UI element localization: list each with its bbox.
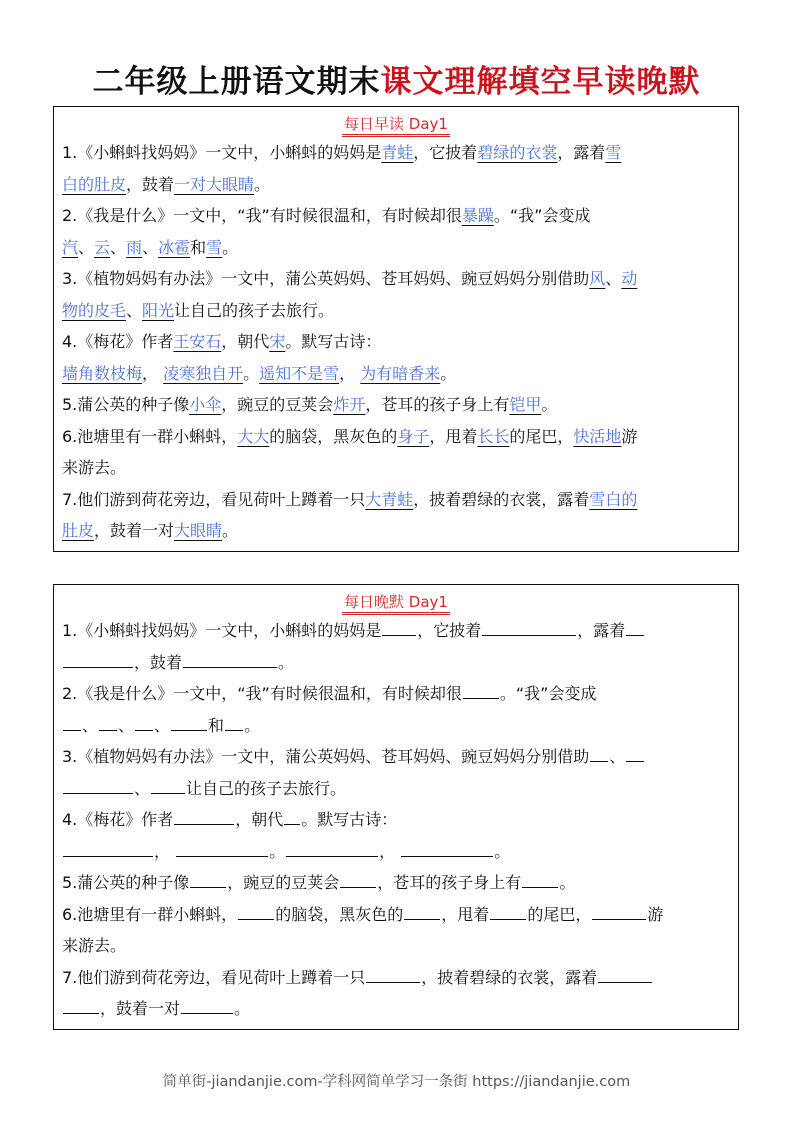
footer-watermark: 简单街-jiandanjie.com-学科网简单学习一条街 https://jiandanjie.com [162, 1074, 631, 1090]
blank[interactable] [590, 747, 608, 762]
question-6-line-1: 6.池塘里有一群小蝌蚪，大大的脑袋，黑灰色的身子，甩着长长的尾巴，快活地游 [62, 426, 638, 446]
blank[interactable] [404, 905, 440, 920]
blank[interactable] [238, 905, 274, 920]
question-3-line-2: 、 让自己的孩子去旅行。 [62, 773, 730, 805]
blank[interactable] [366, 968, 420, 983]
question-1-line-2: 白的肚皮，鼓着一对大眼睛。 [62, 174, 271, 194]
blank[interactable] [482, 621, 576, 636]
question-4-line-1: 4.《梅花》作者王安石，朝代宋。默写古诗： [62, 332, 382, 351]
page-title [0, 62, 793, 102]
blank[interactable] [463, 684, 499, 699]
answer: 一对大眼睛 [174, 174, 255, 194]
poem-line: 墙角数枝梅 [62, 363, 143, 383]
blank[interactable] [181, 999, 233, 1014]
question-6-line-1: 6.池塘里有一群小蝌蚪， 的脑袋，黑灰色的 ，甩着 的尾巴， 游 [62, 904, 664, 924]
question-3-line-2: 物的皮毛、阳光让自己的孩子去旅行。 [62, 300, 335, 320]
answer: 长长 [477, 426, 510, 446]
question-7-line-1: 7.他们游到荷花旁边，看见荷叶上蹲着一只大青蛙，披着碧绿的衣裳，露着雪白的 [62, 489, 638, 509]
blank[interactable] [592, 905, 646, 920]
title-black-part: 二年级上册语文期末 [92, 64, 381, 100]
blank[interactable] [171, 716, 207, 731]
answer: 肚皮 [62, 521, 95, 540]
blank[interactable] [626, 747, 644, 762]
question-3-line-1: 3.《植物妈妈有办法》一文中，蒲公英妈妈、苍耳妈妈、豌豆妈妈分别借助 、 [62, 741, 730, 773]
answer: 冰雹 [158, 237, 191, 257]
answer: 物的皮毛 [62, 300, 127, 320]
question-2-line-1: 2.《我是什么》一文中，“我”有时候很温和，有时候却很 。“我”会变成 [62, 684, 597, 703]
blank[interactable] [174, 810, 234, 825]
blank[interactable] [225, 716, 243, 731]
answer: 快活地 [573, 426, 622, 446]
blank[interactable] [382, 621, 416, 636]
question-4-poem: 墙角数枝梅， 凌寒独自开。遥知不是雪， 为有暗香来。 [62, 363, 457, 383]
blank[interactable] [598, 968, 652, 983]
question-6-line-2: 来游去。 [62, 458, 127, 477]
blank[interactable] [63, 716, 81, 731]
blank[interactable] [522, 873, 558, 888]
blank[interactable] [63, 999, 99, 1014]
blank[interactable] [190, 873, 226, 888]
morning-content [54, 137, 738, 547]
answer: 雪 [206, 237, 223, 257]
morning-heading: 每日早读 Day1 [54, 113, 738, 137]
blank[interactable] [626, 621, 644, 636]
answer: 王安石 [173, 332, 222, 351]
blank[interactable] [340, 873, 376, 888]
poem-blank[interactable] [176, 842, 268, 857]
question-1-line-1: 1.《小蝌蚪找妈妈》一文中，小蝌蚪的妈妈是 ，它披着 ，露着 [62, 615, 730, 647]
question-1-line-1: 1.《小蝌蚪找妈妈》一文中，小蝌蚪的妈妈是青蛙，它披着碧绿的衣裳，露着雪 [62, 143, 622, 162]
question-1-line-2: ，鼓着 。 [62, 647, 730, 679]
question-7-line-1: 7.他们游到荷花旁边，看见荷叶上蹲着一只 ，披着碧绿的衣裳，露着 [62, 962, 730, 994]
morning-reading-box [53, 106, 739, 552]
answer: 雪白的 [589, 489, 638, 509]
evening-heading: 每日晚默 Day1 [54, 591, 738, 615]
question-3-line-1: 3.《植物妈妈有办法》一文中，蒲公英妈妈、苍耳妈妈、豌豆妈妈分别借助风、动 [62, 269, 638, 288]
answer: 大大 [237, 426, 270, 446]
poem-blank[interactable] [63, 842, 153, 857]
question-2-line-2: 、 、 、 和 。 [62, 710, 730, 742]
question-2-line-2: 汽、云、雨、冰雹和雪。 [62, 237, 239, 257]
poem-line: 为有暗香来 [360, 363, 441, 383]
question-5: 5.蒲公英的种子像小伞，豌豆的豆荚会炸开，苍耳的孩子身上有铠甲。 [62, 395, 558, 414]
answer: 云 [94, 237, 111, 257]
blank[interactable] [284, 810, 300, 825]
question-5: 5.蒲公英的种子像 ，豌豆的豆荚会 ，苍耳的孩子身上有 。 [62, 873, 576, 892]
question-4-line-1: 4.《梅花》作者 ，朝代 。默写古诗： [62, 810, 398, 829]
answer: 风 [589, 269, 606, 288]
question-2-line-1: 2.《我是什么》一文中，“我”有时候很温和，有时候却很暴躁。“我”会变成 [62, 206, 591, 225]
question-7-line-2: ，鼓着一对 。 [62, 993, 730, 1025]
blank[interactable] [183, 653, 277, 668]
answer: 宋 [269, 332, 286, 351]
answer: 碧绿的衣裳 [477, 143, 558, 162]
blank[interactable] [63, 779, 133, 794]
answer: 动 [621, 269, 638, 288]
evening-content [54, 615, 738, 1025]
question-4-poem: ， 。 ， 。 [62, 836, 730, 868]
answer: 青蛙 [381, 143, 414, 162]
poem-blank[interactable] [286, 842, 378, 857]
poem-line: 凌寒独自开 [163, 363, 244, 383]
answer: 汽 [62, 237, 79, 257]
answer: 身子 [397, 426, 430, 446]
blank[interactable] [99, 716, 117, 731]
answer: 铠甲 [509, 395, 542, 414]
blank[interactable] [151, 779, 185, 794]
title-red-part: 课文理解填空早读晚默 [380, 64, 701, 100]
blank[interactable] [63, 653, 133, 668]
poem-line: 遥知不是雪 [259, 363, 340, 383]
answer: 暴躁 [461, 206, 494, 225]
answer: 大眼睛 [174, 521, 223, 540]
answer: 阳光 [142, 300, 175, 320]
evening-dictation-box [53, 584, 739, 1030]
answer: 大青蛙 [365, 489, 414, 509]
answer: 雪 [605, 143, 622, 162]
answer: 炸开 [333, 395, 366, 414]
answer: 小伞 [189, 395, 222, 414]
answer: 白的肚皮 [62, 174, 127, 194]
blank[interactable] [135, 716, 153, 731]
answer: 雨 [126, 237, 143, 257]
poem-blank[interactable] [401, 842, 493, 857]
question-7-line-2: 肚皮，鼓着一对大眼睛。 [62, 521, 239, 540]
blank[interactable] [490, 905, 526, 920]
question-6-line-2: 来游去。 [62, 936, 127, 955]
